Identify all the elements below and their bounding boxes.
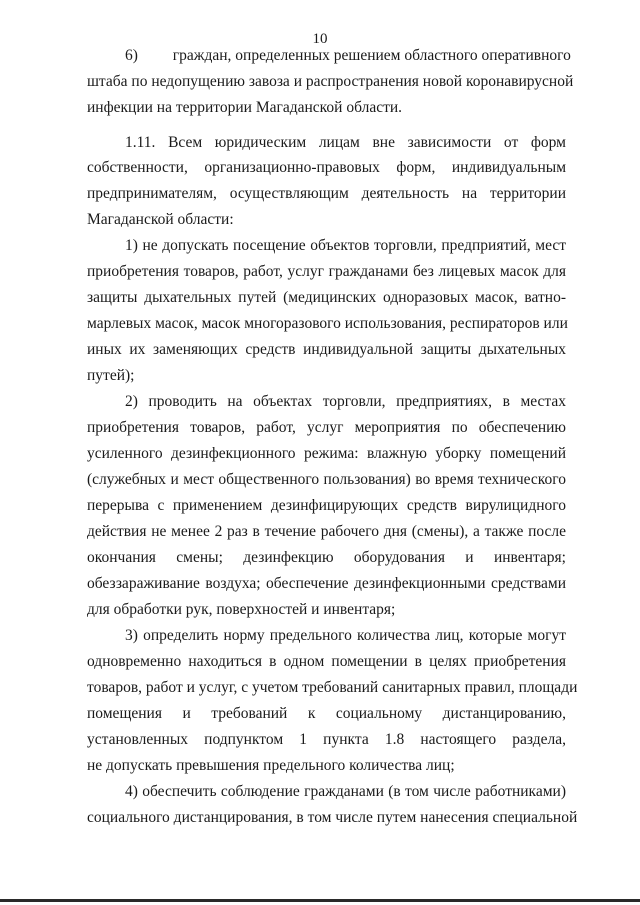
text-line: обеззараживание воздуха; обеспечение дезинфекционными средствами (87, 575, 566, 592)
text-line: собственности, организационно-правовых форм, индивидуальным (87, 159, 566, 176)
text-line: помещения и требований к социальному дистанцированию, (87, 705, 566, 722)
text-line: действия не менее 2 раз в течение рабочего дня (смены), а также после (87, 523, 566, 540)
page-number: 10 (312, 31, 328, 47)
text-line: окончания смены; дезинфекцию оборудования и инвентаря; (87, 549, 566, 566)
text-line: 1.11. Всем юридическим лицам вне зависимости от форм (125, 134, 566, 151)
text-line: 4) обеспечить соблюдение гражданами (в том числе работниками) (125, 783, 566, 800)
text-line: марлевых масок, масок многоразового использования, респираторов или (87, 315, 568, 332)
text-line: не допускать превышения предельного количества лиц; (87, 757, 455, 774)
text-line: усиленного дезинфекционного режима: влажную уборку помещений (87, 445, 566, 462)
text-line: иных их заменяющих средств индивидуальной защиты дыхательных (87, 341, 566, 358)
text-line: приобретения товаров, работ, услуг мероприятия по обеспечению (87, 419, 566, 436)
text-line: одновременно находиться в одном помещении в целях приобретения (87, 653, 566, 670)
text-line: установленных подпунктом 1 пункта 1.8 настоящего раздела, (87, 731, 566, 748)
text-line: путей); (87, 367, 135, 384)
page-bottom-border (0, 899, 640, 902)
text-line: защиты дыхательных путей (медицинских одноразовых масок, ватно- (87, 289, 566, 306)
text-line: для обработки рук, поверхностей и инвентаря; (87, 601, 396, 618)
text-line: товаров, работ и услуг, с учетом требований санитарных правил, площади (87, 679, 578, 696)
text-line: социального дистанцирования, в том числе путем нанесения специальной (87, 809, 578, 826)
text-line: перерыва с применением дезинфицирующих средств вирулицидного (87, 497, 566, 514)
text-line: (служебных и мест общественного пользования) во время технического (87, 471, 566, 488)
text-line: 2) проводить на объектах торговли, предприятиях, в местах (125, 393, 566, 410)
text-line: Магаданской области: (87, 211, 234, 228)
text-line: 3) определить норму предельного количества лиц, которые могут (125, 627, 566, 644)
text-line: инфекции на территории Магаданской области. (87, 99, 403, 116)
text-line: штаба по недопущению завоза и распространения новой коронавирусной (87, 73, 574, 90)
text-line: приобретения товаров, работ, услуг гражданами без лицевых масок для (87, 263, 566, 280)
text-line: 1) не допускать посещение объектов торговли, предприятий, мест (125, 237, 566, 254)
text-line: предпринимателям, осуществляющим деятельность на территории (87, 185, 566, 202)
text-line: 6) граждан, определенных решением областного оперативного (125, 47, 571, 64)
